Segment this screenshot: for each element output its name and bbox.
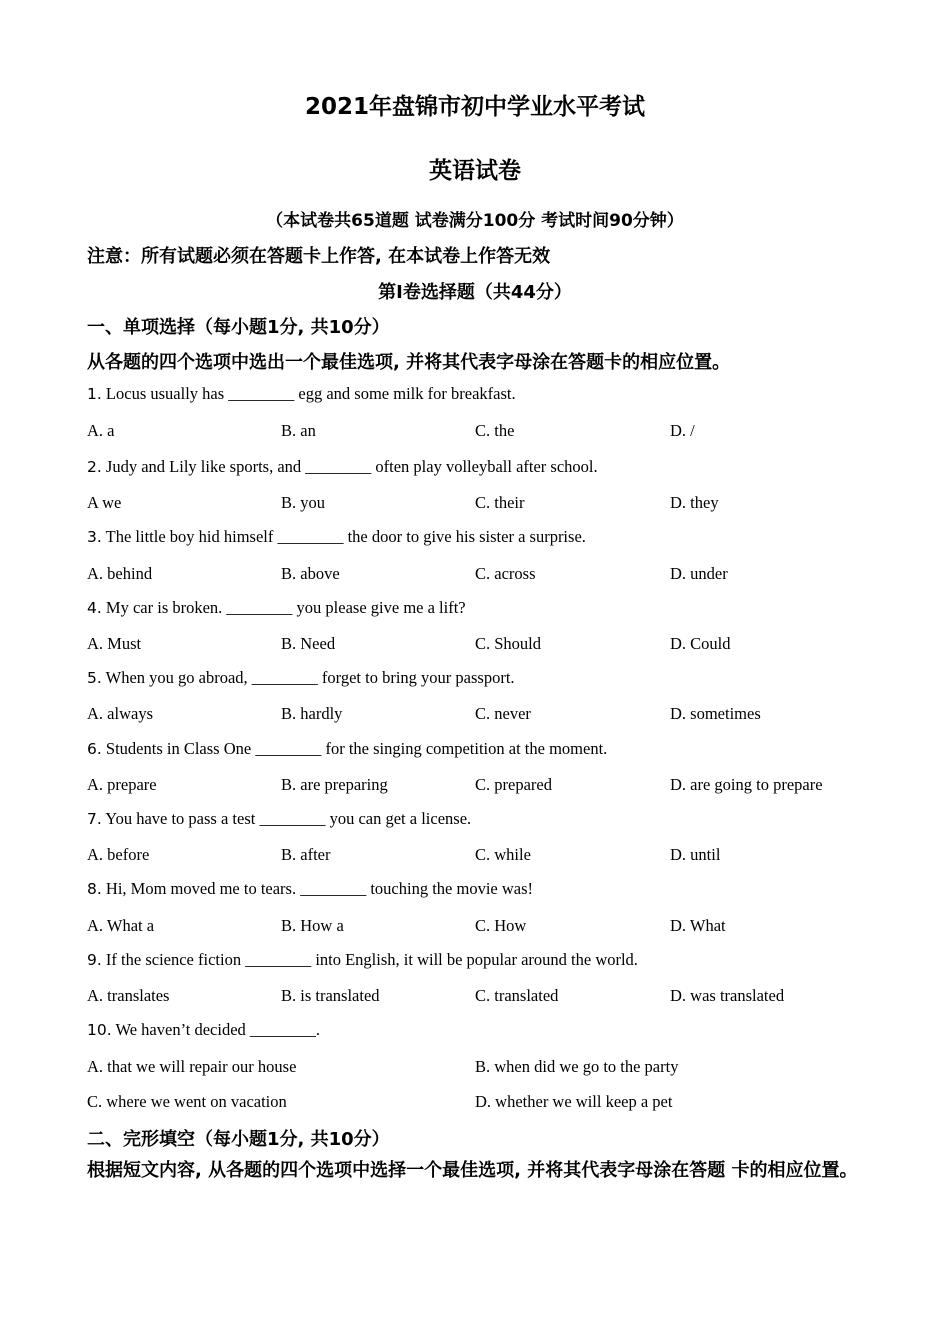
option-d: D. Could — [670, 634, 731, 653]
option-a: A. Must — [87, 634, 142, 653]
option-c: C. the — [475, 421, 515, 440]
question-number: 1. — [87, 385, 102, 403]
question-3 — [87, 527, 586, 547]
question-1 — [87, 384, 516, 404]
option-d: D. / — [670, 421, 695, 440]
option-c: C. where we went on vacation — [87, 1092, 287, 1111]
question-8 — [87, 879, 533, 899]
question-text: If the science fiction ________ into English, it will be popular around the world. — [101, 950, 638, 969]
option-a: A we — [87, 493, 122, 512]
question-2 — [87, 457, 598, 477]
question-text: We haven’t decided ________. — [111, 1020, 321, 1039]
option-c: C. Should — [475, 634, 542, 653]
section2-heading: 二、完形填空（每小题1分, 共10分） — [87, 1129, 390, 1150]
question-4 — [87, 598, 466, 618]
question-number: 3. — [87, 528, 102, 546]
question-text: Students in Class One ________ for the singing competition at the moment. — [101, 739, 608, 758]
question-number: 6. — [87, 740, 102, 758]
question-9 — [87, 950, 638, 970]
option-b: B. above — [281, 564, 340, 583]
option-d: D. under — [670, 564, 728, 583]
question-text: You have to pass a test ________ you can get a license. — [101, 809, 472, 828]
option-d: D. whether we will keep a pet — [475, 1092, 673, 1111]
option-d: D. was translated — [670, 986, 785, 1005]
question-number: 5. — [87, 669, 102, 687]
question-text: Judy and Lily like sports, and ________ often play volleyball after school. — [101, 457, 598, 476]
option-c: C. never — [475, 704, 531, 723]
option-b: B. are preparing — [281, 775, 388, 794]
exam-title: 2021年盘锦市初中学业水平考试 — [304, 94, 645, 120]
section2-instruction: 根据短文内容, 从各题的四个选项中选择一个最佳选项, 并将其代表字母涂在答题 卡的相应位置。 — [87, 1160, 858, 1181]
question-number: 10. — [87, 1021, 112, 1039]
option-a: A. translates — [87, 986, 170, 1005]
question-number: 2. — [87, 458, 102, 476]
option-b: B. when did we go to the party — [475, 1057, 679, 1076]
option-a: A. What a — [87, 916, 155, 935]
option-a: A. prepare — [87, 775, 157, 794]
option-c: C. while — [475, 845, 531, 864]
question-number: 9. — [87, 951, 102, 969]
option-b: B. How a — [281, 916, 344, 935]
option-c: C. translated — [475, 986, 559, 1005]
question-text: My car is broken. ________ you please give me a lift? — [101, 598, 466, 617]
option-d: D. sometimes — [670, 704, 761, 723]
option-d: D. are going to prepare — [670, 775, 823, 794]
option-a: A. before — [87, 845, 150, 864]
option-a: A. behind — [87, 564, 153, 583]
question-number: 7. — [87, 810, 102, 828]
question-6 — [87, 739, 607, 759]
option-c: C. across — [475, 564, 536, 583]
option-a: A. always — [87, 704, 153, 723]
section1-instruction: 从各题的四个选项中选出一个最佳选项, 并将其代表字母涂在答题卡的相应位置。 — [87, 352, 731, 373]
exam-subtitle: 英语试卷 — [429, 158, 521, 184]
option-c: C. How — [475, 916, 527, 935]
exam-notice: 注意：所有试题必须在答题卡上作答, 在本试卷上作答无效 — [87, 246, 551, 267]
question-5 — [87, 668, 515, 688]
section1-heading: 一、单项选择（每小题1分, 共10分） — [87, 317, 390, 338]
option-a: A. a — [87, 421, 115, 440]
question-text: Hi, Mom moved me to tears. ________ touching the movie was! — [101, 879, 534, 898]
question-number: 8. — [87, 880, 102, 898]
option-b: B. Need — [281, 634, 336, 653]
option-d: D. they — [670, 493, 719, 512]
part-title: 第I卷选择题（共44分） — [378, 282, 572, 303]
option-c: C. prepared — [475, 775, 552, 794]
option-a: A. that we will repair our house — [87, 1057, 297, 1076]
exam-info: （本试卷共65道题 试卷满分100分 考试时间90分钟） — [266, 211, 684, 231]
question-number: 4. — [87, 599, 102, 617]
question-text: When you go abroad, ________ forget to bring your passport. — [101, 668, 515, 687]
option-d: D. until — [670, 845, 721, 864]
question-7 — [87, 809, 471, 829]
option-d: D. What — [670, 916, 726, 935]
option-c: C. their — [475, 493, 525, 512]
option-b: B. after — [281, 845, 331, 864]
option-b: B. hardly — [281, 704, 343, 723]
option-b: B. is translated — [281, 986, 380, 1005]
option-b: B. you — [281, 493, 326, 512]
question-text: Locus usually has ________ egg and some milk for breakfast. — [101, 384, 516, 403]
option-b: B. an — [281, 421, 316, 440]
question-text: The little boy hid himself ________ the door to give his sister a surprise. — [101, 527, 586, 546]
question-10 — [87, 1020, 320, 1040]
